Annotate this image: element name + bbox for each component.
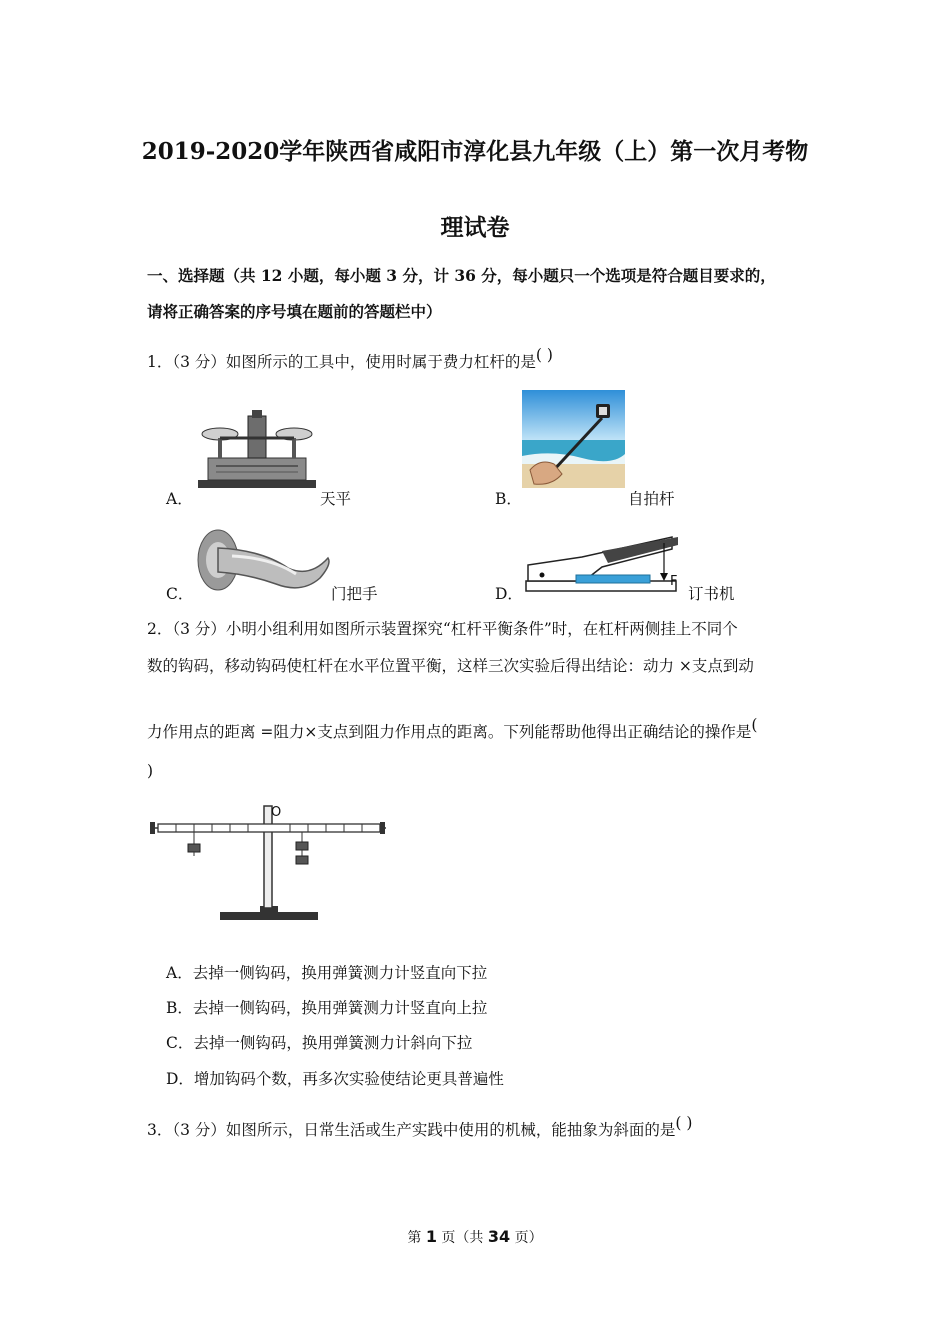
lever-apparatus-image <box>146 800 391 926</box>
option-d-label[interactable]: D． <box>495 585 523 603</box>
question-2-line2: 数的钩码，移动钩码使杠杆在水平位置平衡，这样三次实验后得出结论：动力 ×支点到动 <box>147 657 754 675</box>
option-b-label[interactable]: B． <box>495 490 522 508</box>
pivot-label: O <box>271 805 282 820</box>
question-2-line3 <box>147 716 758 742</box>
section-heading: 一、选择题（共 12 小题，每小题 3 分，计 36 分，每小题只一个选项是符合题目要求的， <box>147 266 776 285</box>
total-pages: 34 <box>487 1227 511 1246</box>
question-3-stem <box>147 1114 693 1140</box>
question-3-text: 3．（3 分）如图所示，日常生活或生产实践中使用的机械，能抽象为斜面的是 <box>147 1121 676 1139</box>
question-1-stem <box>147 346 553 372</box>
footer-prefix: 第 <box>407 1230 426 1246</box>
question-1-text: 1．（3 分）如图所示的工具中，使用时属于费力杠杆的是 <box>147 353 536 371</box>
page-number: 1 <box>425 1227 437 1246</box>
option-b-caption: 自拍杆 <box>628 490 675 508</box>
q2-option-d[interactable]: D．增加钩码个数，再多次实验使结论更具普遍性 <box>166 1070 504 1088</box>
option-d-caption: 订书机 <box>688 585 735 603</box>
force-label: F <box>670 574 678 589</box>
answer-paren: ( ) <box>535 346 553 364</box>
answer-paren-close: ) <box>147 762 154 780</box>
section-heading-line2: 请将正确答案的序号填在题前的答题栏中） <box>147 302 442 321</box>
option-c-caption: 门把手 <box>331 585 378 603</box>
option-a-label[interactable]: A． <box>166 490 193 508</box>
option-a-caption: 天平 <box>320 490 352 508</box>
door-handle-image <box>192 524 332 602</box>
q2-option-a[interactable]: A．去掉一侧钩码，换用弹簧测力计竖直向下拉 <box>166 964 488 982</box>
question-2-line1: 2．（3 分）小明小组利用如图所示装置探究“杠杆平衡条件”时，在杠杆两侧挂上不同个 <box>147 620 738 638</box>
page-footer <box>0 1227 950 1247</box>
answer-paren-open: ( <box>751 716 758 734</box>
footer-middle: 页（共 <box>436 1230 488 1246</box>
answer-paren: ( ) <box>675 1114 693 1132</box>
q2-option-c[interactable]: C．去掉一侧钩码，换用弹簧测力计斜向下拉 <box>166 1034 473 1052</box>
footer-suffix: 页） <box>510 1230 543 1246</box>
selfie-stick-image <box>522 390 625 488</box>
page-title-line2: 理试卷 <box>440 214 510 241</box>
q2-option-b[interactable]: B．去掉一侧钩码，换用弹簧测力计竖直向上拉 <box>166 999 488 1017</box>
balance-scale-image <box>196 408 318 490</box>
stapler-image <box>522 535 686 595</box>
option-c-label[interactable]: C． <box>166 585 194 603</box>
question-2-line3-text: 力作用点的距离 =阻力×支点到阻力作用点的距离。下列能帮助他得出正确结论的操作是 <box>147 723 752 741</box>
page-title: 2019-2020学年陕西省咸阳市淳化县九年级（上）第一次月考物 <box>141 138 809 165</box>
